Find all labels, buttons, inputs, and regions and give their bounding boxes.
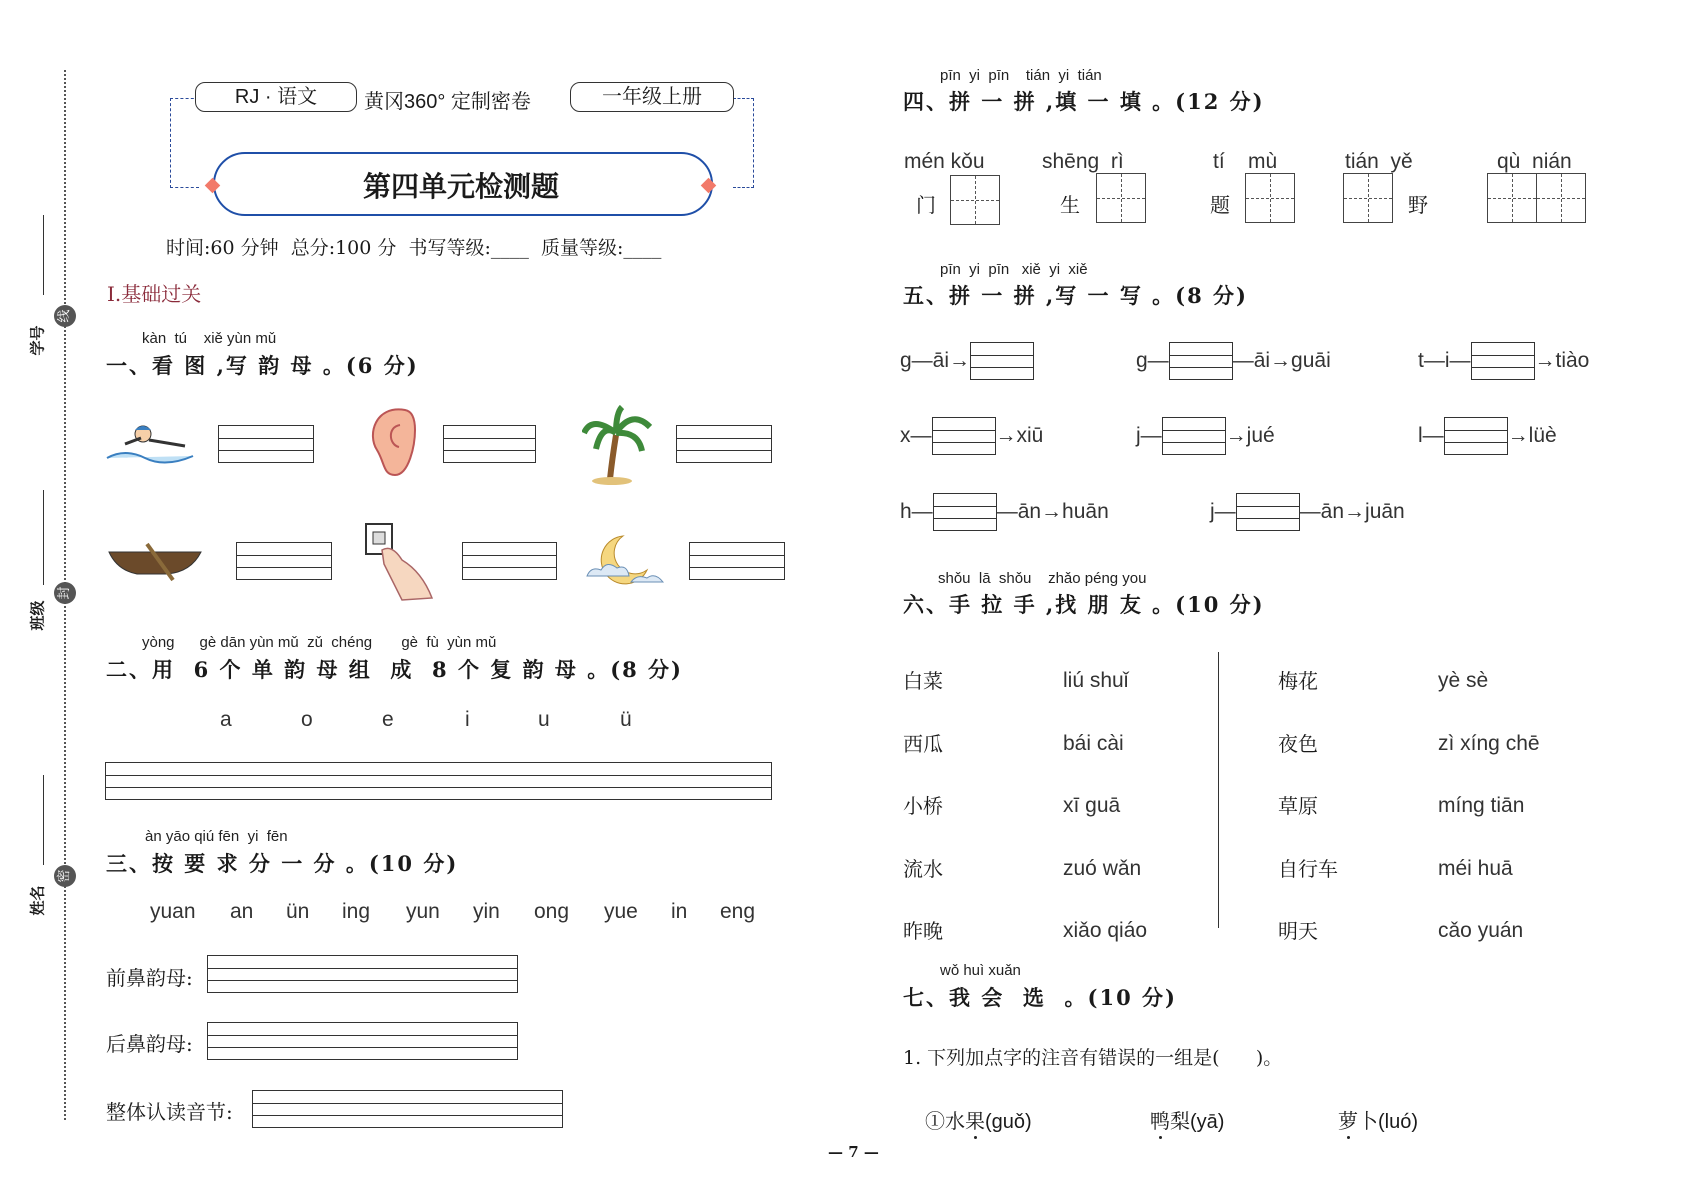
vowel-i: i	[465, 708, 470, 731]
s1-answer-box-2[interactable]	[443, 425, 536, 463]
s4-pinyin: pīn yi pīn tián yi tián	[940, 67, 1102, 84]
option-pinyin: 卜(luó)	[1358, 1111, 1419, 1133]
s4-grid-1[interactable]	[950, 175, 1000, 225]
s3-item: ong	[534, 900, 570, 923]
s5-item	[1418, 342, 1589, 380]
s1-answer-box-4[interactable]	[236, 542, 332, 580]
s5-box[interactable]	[1236, 493, 1300, 531]
s5-item	[900, 493, 1109, 531]
word: 昨晚	[903, 919, 943, 943]
s1-pinyin: kàn tú xiě yùn mǔ	[142, 330, 277, 347]
s6-title: 六、手 拉 手 ,找 朋 友 。(10 分)	[903, 592, 1265, 617]
pinyin: zì xíng chē	[1438, 731, 1540, 755]
header-connector	[170, 98, 199, 188]
name-blank	[43, 775, 44, 865]
s5-after: —āi→guāi	[1232, 349, 1331, 372]
s5-before: j—	[1136, 424, 1162, 447]
moon-cloud-picture	[583, 530, 668, 592]
s5-after: →lüè	[1507, 424, 1557, 447]
word: 西瓜	[903, 731, 943, 756]
s4-char-2: 生	[1060, 193, 1080, 217]
s5-box[interactable]	[1162, 417, 1226, 455]
vowel-a: a	[220, 708, 232, 731]
s5-before: t—i—	[1418, 349, 1471, 372]
s4-char-1: 门	[916, 193, 936, 217]
s4-pinyin-2: shēng rì	[1042, 150, 1124, 173]
whole-syllable-box[interactable]	[252, 1090, 563, 1128]
s3-item: yun	[406, 900, 440, 923]
student-no-blank	[43, 215, 44, 295]
pinyin: xiǎo qiáo	[1063, 919, 1148, 942]
s4-pinyin-4: tián yě	[1345, 150, 1413, 173]
subject-badge: RJ · 语文	[195, 82, 357, 112]
word: 梅花	[1278, 669, 1318, 693]
s4-pinyin-3: tí mù	[1213, 150, 1278, 173]
vowel-o: o	[301, 708, 313, 731]
class-blank	[43, 490, 44, 585]
s6-right-pinyin	[1438, 650, 1540, 963]
seal-feng: 封	[54, 582, 76, 604]
s7-option-2[interactable]	[1150, 1105, 1224, 1134]
s5-box[interactable]	[1169, 342, 1233, 380]
s7-title: 七、我 会 选 。(10 分)	[903, 985, 1177, 1010]
whole-syllable-label: 整体认读音节:	[106, 1100, 233, 1124]
pinyin: bái cài	[1063, 731, 1124, 755]
pinyin: liú shuǐ	[1063, 669, 1129, 692]
pinyin: méi huā	[1438, 856, 1513, 880]
back-nasal-label: 后鼻韵母:	[106, 1032, 193, 1056]
class-label: 班级	[28, 600, 47, 631]
s5-item	[1418, 417, 1557, 455]
front-nasal-label: 前鼻韵母:	[106, 966, 193, 990]
s3-title: 三、按 要 求 分 一 分 。(10 分)	[106, 851, 459, 876]
s7-question-1: 1. 下列加点字的注音有错误的一组是( )。	[903, 1047, 1283, 1069]
pinyin: xī guā	[1063, 794, 1121, 817]
s5-after: →jué	[1225, 424, 1275, 447]
s5-before: l—	[1418, 424, 1444, 447]
swimming-picture	[105, 420, 197, 470]
vowel-v: ü	[620, 708, 632, 731]
s3-item: yue	[604, 900, 638, 923]
dotted-char: 果	[965, 1109, 985, 1133]
s4-grid-3[interactable]	[1245, 173, 1295, 223]
s5-after: —ān→huān	[996, 500, 1109, 523]
header-connector-right	[733, 98, 754, 188]
dotted-char: 萝	[1338, 1109, 1358, 1133]
option-pinyin: 梨(yā)	[1170, 1111, 1225, 1133]
s5-before: x—	[900, 424, 932, 447]
s4-char-3: 题	[1210, 193, 1230, 217]
student-no-label: 学号	[28, 325, 47, 356]
ear-picture	[365, 405, 420, 480]
s5-after: —ān→juān	[1299, 500, 1405, 523]
dotted-char: 鸭	[1150, 1109, 1170, 1133]
word: 夜色	[1278, 731, 1318, 756]
s5-before: j—	[1210, 500, 1236, 523]
option-pinyin: (guǒ)	[985, 1111, 1032, 1133]
s2-title: 二、用 6 个 单 韵 母 组 成 8 个 复 韵 母 。(8 分)	[106, 657, 683, 682]
front-nasal-box[interactable]	[207, 955, 518, 993]
word: 自行车	[1278, 856, 1338, 881]
doorbell-picture	[362, 520, 437, 602]
palm-tree-picture	[582, 405, 652, 485]
s3-item: ün	[286, 900, 310, 923]
s5-box[interactable]	[932, 417, 996, 455]
s4-grid-5a[interactable]	[1487, 173, 1537, 223]
part-heading: Ⅰ.基础过关	[107, 282, 202, 306]
s4-char-4: 野	[1408, 193, 1428, 217]
s5-before: h—	[900, 500, 933, 523]
s4-pinyin-5: qù nián	[1497, 150, 1572, 173]
s5-item	[900, 342, 1034, 380]
s3-items	[150, 900, 755, 924]
s4-grid-4[interactable]	[1343, 173, 1393, 223]
s6-divider	[1218, 652, 1219, 928]
s7-option-3[interactable]	[1338, 1105, 1418, 1134]
vowel-e: e	[382, 708, 394, 731]
s3-item: an	[230, 900, 254, 923]
s7-option-1[interactable]	[925, 1105, 1032, 1134]
exam-info: 时间:60 分钟 总分:100 分 书写等级:____ 质量等级:____	[166, 237, 662, 259]
s3-pinyin: àn yāo qiú fēn yi fēn	[145, 828, 288, 845]
vowel-u: u	[538, 708, 550, 731]
s3-item: ing	[342, 900, 371, 923]
s1-answer-box-5[interactable]	[462, 542, 557, 580]
s1-answer-box-6[interactable]	[689, 542, 785, 580]
page-title: 第四单元检测题	[362, 170, 559, 203]
pinyin: yè sè	[1438, 669, 1489, 692]
s5-box[interactable]	[970, 342, 1034, 380]
s5-item	[1136, 417, 1275, 455]
s5-before: g—āi→	[900, 349, 971, 372]
s5-title: 五、拼 一 拼 ,写 一 写 。(8 分)	[903, 283, 1248, 308]
word: 流水	[903, 856, 943, 881]
s3-item: yuan	[150, 900, 196, 923]
s1-answer-box-1[interactable]	[218, 425, 314, 463]
pinyin: cǎo yuán	[1438, 919, 1524, 942]
name-label: 姓名	[28, 885, 47, 916]
s1-answer-box-3[interactable]	[676, 425, 772, 463]
s5-item	[1210, 493, 1405, 531]
s6-left-pinyin	[1063, 650, 1147, 963]
word: 白菜	[903, 669, 943, 693]
grade-badge: 一年级上册	[570, 82, 734, 112]
seal-mi: 密	[54, 865, 76, 887]
s5-item	[1136, 342, 1331, 380]
s5-item	[900, 417, 1043, 455]
s4-grid-5b[interactable]	[1536, 173, 1586, 223]
s3-item: yin	[473, 900, 500, 923]
s6-left-words	[903, 650, 943, 963]
word: 小桥	[903, 794, 943, 818]
s5-box[interactable]	[1444, 417, 1508, 455]
s5-box[interactable]	[933, 493, 997, 531]
page-number: — 7 —	[828, 1143, 879, 1161]
back-nasal-box[interactable]	[207, 1022, 518, 1060]
series-name: 黄冈360° 定制密卷	[364, 91, 531, 113]
s4-pinyin-1: mén kǒu	[904, 150, 985, 173]
s3-item: in	[671, 900, 688, 923]
s2-pinyin: yòng gè dān yùn mǔ zǔ chéng gè fù yùn mǔ	[142, 634, 497, 651]
s4-grid-2[interactable]	[1096, 173, 1146, 223]
boat-picture	[107, 540, 203, 586]
s6-right-words	[1278, 650, 1338, 963]
s5-before: g—	[1136, 349, 1169, 372]
word: 草原	[1278, 794, 1318, 818]
s2-answer-band[interactable]	[105, 762, 772, 800]
s7-pinyin: wǒ huì xuǎn	[940, 962, 1021, 979]
seal-xian: 线	[54, 305, 76, 327]
s4-title: 四、拼 一 拼 ,填 一 填 。(12 分)	[903, 89, 1265, 114]
option-text: ①水	[925, 1109, 965, 1133]
s5-box[interactable]	[1471, 342, 1535, 380]
s6-pinyin: shǒu lā shǒu zhǎo péng you	[938, 570, 1147, 587]
s5-after: →tiào	[1534, 349, 1590, 372]
pinyin: míng tiān	[1438, 794, 1525, 817]
s5-after: →xiū	[995, 424, 1044, 447]
s5-pinyin: pīn yi pīn xiě yi xiě	[940, 261, 1088, 278]
word: 明天	[1278, 919, 1318, 943]
s1-title: 一、看 图 ,写 韵 母 。(6 分)	[106, 353, 419, 378]
s3-item: eng	[720, 900, 756, 923]
pinyin: zuó wǎn	[1063, 856, 1142, 880]
